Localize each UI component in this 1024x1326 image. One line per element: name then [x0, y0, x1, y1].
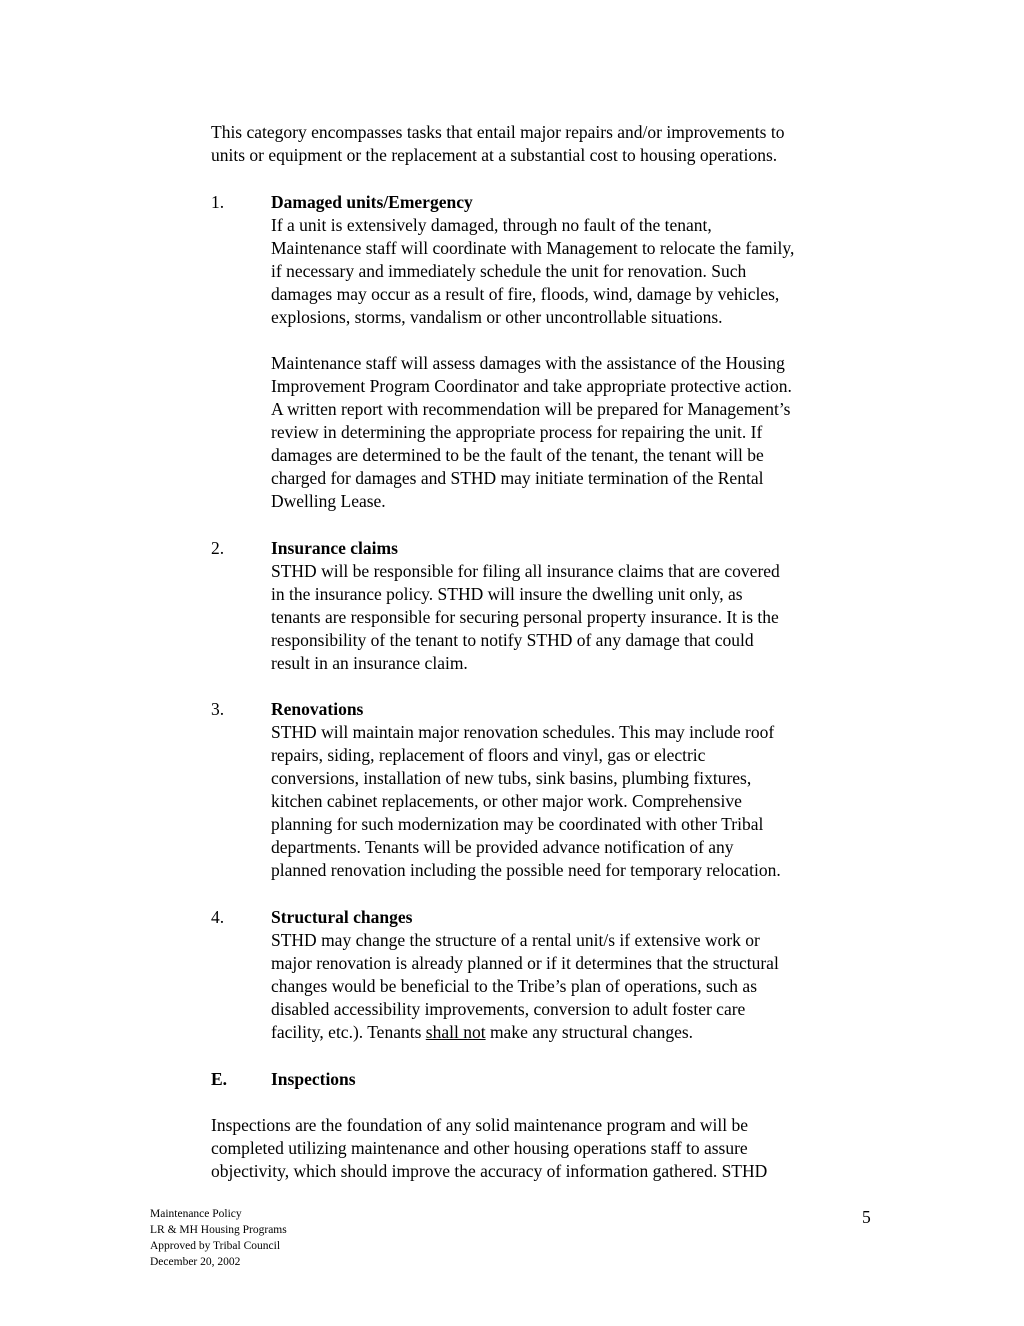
- text-line: in the insurance policy. STHD will insure the dwelling unit only, as: [271, 584, 743, 604]
- text-line: planned renovation including the possible need for temporary relocation.: [271, 860, 781, 880]
- footer-line: December 20, 2002: [150, 1256, 241, 1268]
- item-title: Structural changes: [271, 907, 413, 927]
- text-line: STHD may change the structure of a rental unit/s if extensive work or: [271, 930, 760, 950]
- text-line: Inspections are the foundation of any solid maintenance program and will be: [211, 1115, 748, 1135]
- text-line: Maintenance staff will coordinate with Management to relocate the family,: [271, 238, 795, 258]
- footer-line: Approved by Tribal Council: [150, 1240, 281, 1252]
- text-segment: facility, etc.). Tenants: [271, 1022, 426, 1042]
- text-line: objectivity, which should improve the accuracy of information gathered. STHD: [211, 1161, 768, 1181]
- section-letter: E.: [211, 1069, 228, 1089]
- text-line: explosions, storms, vandalism or other uncontrollable situations.: [271, 307, 723, 327]
- text-line: tenants are responsible for securing personal property insurance. It is the: [271, 607, 779, 627]
- item-title: Damaged units/Emergency: [271, 192, 473, 212]
- item-number: 2.: [211, 538, 225, 558]
- text-line: Maintenance staff will assess damages with the assistance of the Housing: [271, 353, 785, 373]
- page-footer: [150, 1206, 287, 1270]
- item-renovations: [271, 698, 891, 882]
- text-line: Improvement Program Coordinator and take appropriate protective action.: [271, 376, 792, 396]
- text-line: STHD will maintain major renovation schedules. This may include roof: [271, 722, 775, 742]
- footer-line: Maintenance Policy: [150, 1208, 242, 1220]
- text-line: damages may occur as a result of fire, floods, wind, damage by vehicles,: [271, 284, 780, 304]
- text-line: major renovation is already planned or if it determines that the structural: [271, 953, 779, 973]
- intro-paragraph: [211, 121, 891, 167]
- text-line: completed utilizing maintenance and other housing operations staff to assure: [211, 1138, 748, 1158]
- text-line: conversions, installation of new tubs, sink basins, plumbing fixtures,: [271, 768, 752, 788]
- text-line: STHD will be responsible for filing all insurance claims that are covered: [271, 561, 780, 581]
- text-line: responsibility of the tenant to notify STHD of any damage that could: [271, 630, 754, 650]
- text-line: If a unit is extensively damaged, through no fault of the tenant,: [271, 215, 712, 235]
- inspections-paragraph: [211, 1114, 891, 1183]
- text-line: Dwelling Lease.: [271, 491, 386, 511]
- text-line: This category encompasses tasks that entail major repairs and/or improvements to: [211, 122, 785, 142]
- footer-line: LR & MH Housing Programs: [150, 1224, 287, 1236]
- section-title: Inspections: [271, 1069, 356, 1089]
- text-line: charged for damages and STHD may initiate termination of the Rental: [271, 468, 764, 488]
- page-number: 5: [862, 1207, 871, 1227]
- text-line: if necessary and immediately schedule the unit for renovation. Such: [271, 261, 747, 281]
- text-line: damages are determined to be the fault of the tenant, the tenant will be: [271, 445, 764, 465]
- item-title: Insurance claims: [271, 538, 398, 558]
- text-line: review in determining the appropriate process for repairing the unit. If: [271, 422, 763, 442]
- text-line: changes would be beneficial to the Tribe’s plan of operations, such as: [271, 976, 758, 996]
- text-line: result in an insurance claim.: [271, 653, 468, 673]
- text-segment: make any structural changes.: [485, 1022, 694, 1042]
- text-line: disabled accessibility improvements, conversion to adult foster care: [271, 999, 746, 1019]
- text-line-with-emphasis: [271, 1021, 891, 1044]
- text-line: units or equipment or the replacement at a substantial cost to housing operations.: [211, 145, 778, 165]
- item-number: 1.: [211, 192, 225, 212]
- text-line: repairs, siding, replacement of floors and vinyl, gas or electric: [271, 745, 706, 765]
- underlined-emphasis: shall not: [425, 1022, 486, 1042]
- item-damaged-units: [271, 191, 891, 513]
- blank-line: [271, 329, 891, 352]
- item-title: Renovations: [271, 699, 364, 719]
- text-line: kitchen cabinet replacements, or other major work. Comprehensive: [271, 791, 742, 811]
- item-number: 4.: [211, 907, 225, 927]
- text-line: A written report with recommendation will be prepared for Management’s: [271, 399, 791, 419]
- text-line: planning for such modernization may be coordinated with other Tribal: [271, 814, 764, 834]
- item-insurance-claims: [271, 537, 891, 675]
- item-number: 3.: [211, 699, 225, 719]
- item-structural-changes: [271, 906, 891, 1044]
- text-line: departments. Tenants will be provided advance notification of any: [271, 837, 734, 857]
